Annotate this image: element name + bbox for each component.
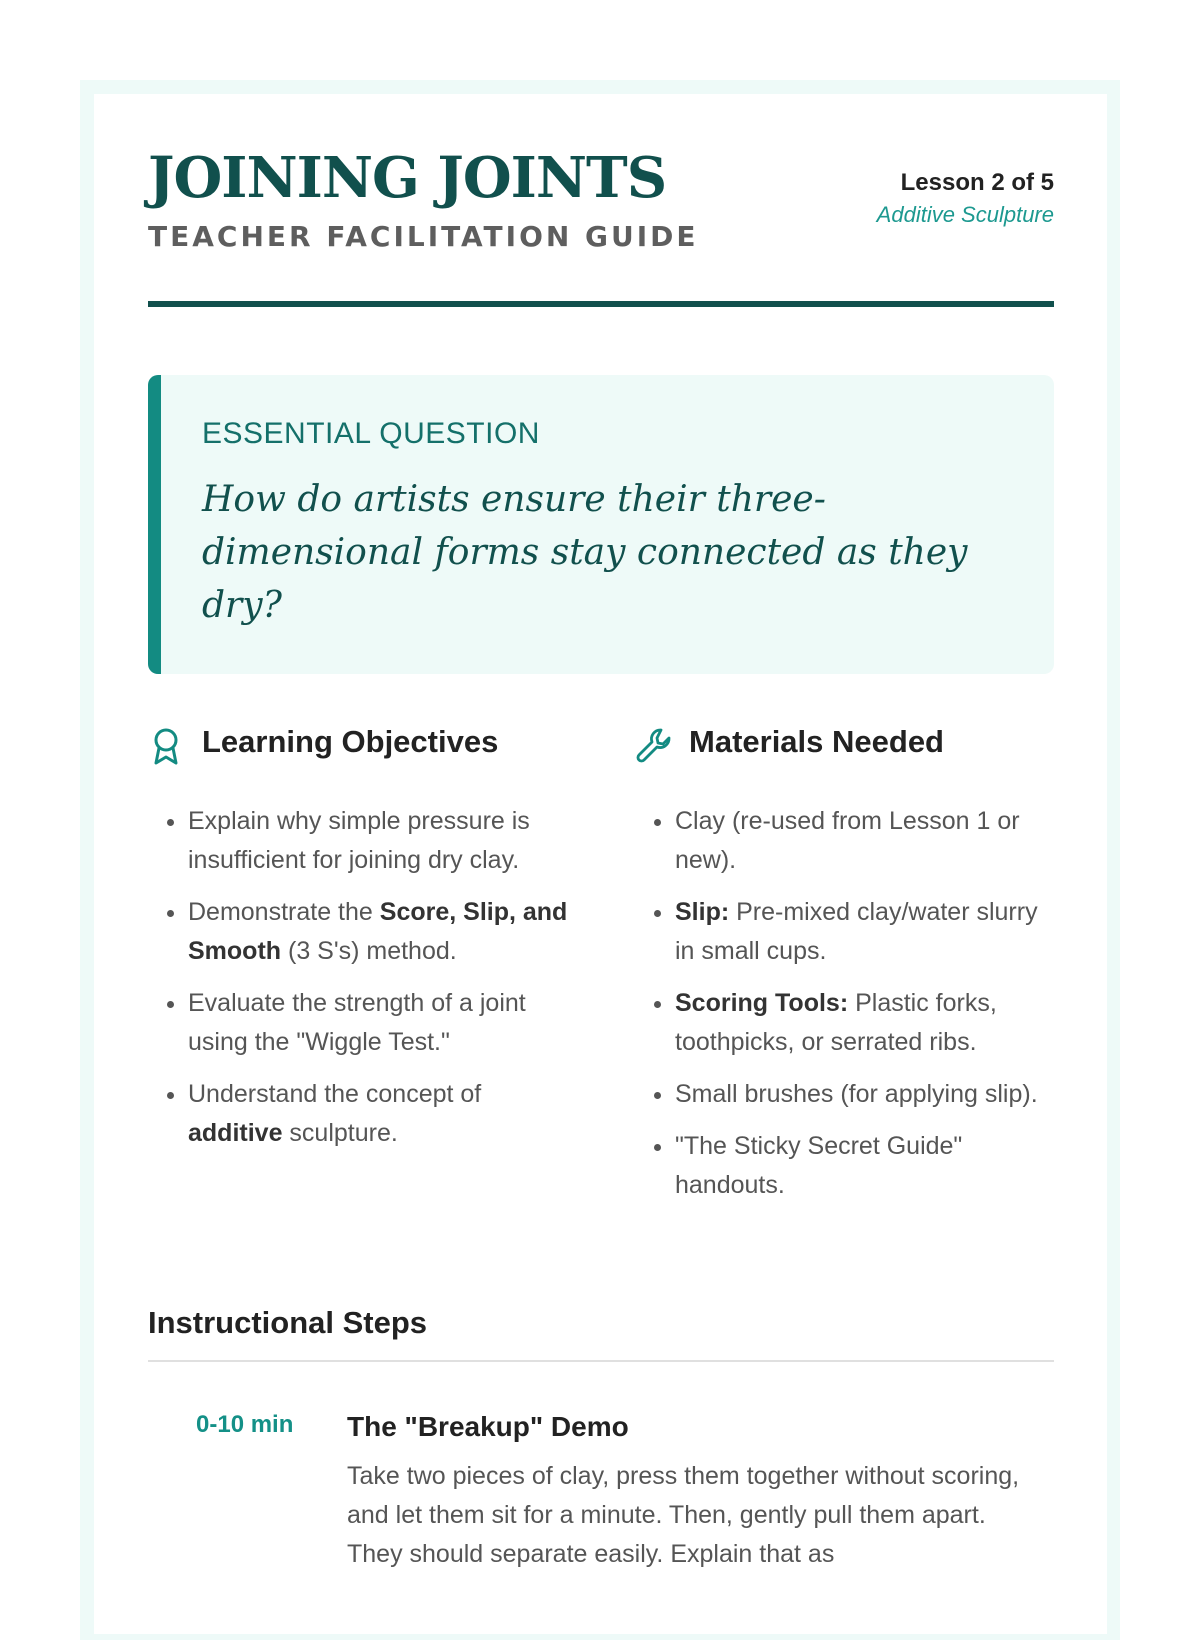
steps-divider	[148, 1360, 1054, 1362]
list-item: • "The Sticky Secret Guide" handouts.	[675, 1127, 1055, 1205]
list-item: • Slip: Pre-mixed clay/water slurry in small cups.	[675, 893, 1055, 971]
essential-question-text: How do artists ensure their three-dimensional forms stay connected as they dry?	[202, 479, 968, 626]
learning-objectives-section	[148, 724, 568, 1166]
guide-page	[94, 94, 1107, 1634]
objectives-list	[148, 802, 568, 1153]
list-item: • Scoring Tools: Plastic forks, toothpicks, or serrated ribs.	[675, 984, 1055, 1062]
essential-question-panel	[148, 375, 1054, 674]
list-item: • Evaluate the strength of a joint using the "Wiggle Test."	[188, 984, 568, 1062]
materials-section	[635, 724, 1055, 1218]
page-subtitle: TEACHER FACILITATION GUIDE	[148, 220, 699, 253]
learning-objectives-heading	[148, 724, 568, 764]
instructional-steps-heading: Instructional Steps	[148, 1305, 428, 1340]
materials-title: Materials Needed	[689, 724, 944, 759]
materials-heading	[635, 724, 1055, 764]
list-item: • Understand the concept of additive sculpture.	[188, 1075, 568, 1153]
list-item: • Demonstrate the Score, Slip, and Smooth (3 S's) method.	[188, 893, 568, 971]
essential-question-accent-bar	[148, 375, 161, 674]
list-item: • Explain why simple pressure is insufficient for joining dry clay.	[188, 802, 568, 880]
header-divider	[148, 301, 1054, 307]
guide-header	[148, 145, 1054, 256]
step-time: 0-10 min	[196, 1411, 294, 1438]
list-item: • Clay (re-used from Lesson 1 or new).	[675, 802, 1055, 880]
list-item: • Small brushes (for applying slip).	[675, 1075, 1055, 1114]
wrench-icon	[635, 726, 675, 766]
lesson-number: Lesson 2 of 5	[900, 169, 1054, 196]
step-description: Take two pieces of clay, press them together without scoring, and let them sit for a minute. Then, gently pull them apart. They should separate easily. Explain that as	[347, 1462, 1020, 1568]
step-title: The "Breakup" Demo	[347, 1411, 629, 1442]
award-ribbon-icon	[148, 726, 184, 766]
unit-name: Additive Sculpture	[876, 202, 1054, 228]
learning-objectives-title: Learning Objectives	[202, 724, 499, 759]
lesson-meta	[877, 167, 1054, 228]
essential-question-label: ESSENTIAL QUESTION	[202, 417, 540, 450]
page-title: JOINING JOINTS	[148, 145, 667, 211]
materials-list	[635, 802, 1055, 1205]
